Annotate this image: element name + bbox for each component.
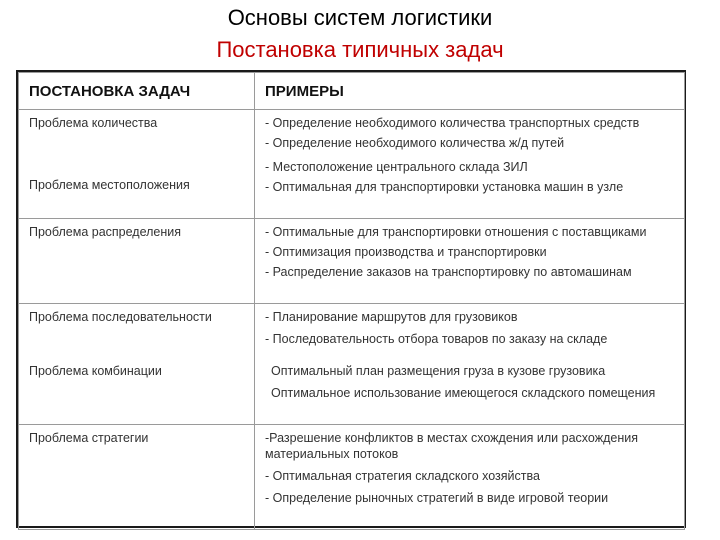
examples-cell xyxy=(255,425,685,530)
table-row xyxy=(19,304,685,425)
page-title: Основы систем логистики xyxy=(227,5,493,30)
example-item: - Оптимальная стратегия складского хозяйства xyxy=(265,469,540,483)
example-item: - Оптимальные для транспортировки отношения с поставщиками xyxy=(265,225,647,239)
table-row xyxy=(19,219,685,304)
column-header-problems: ПОСТАНОВКА ЗАДАЧ xyxy=(19,73,255,110)
problem-label: Проблема последовательности xyxy=(29,310,212,324)
table-row xyxy=(19,110,685,219)
examples-cell xyxy=(255,110,685,219)
example-item: - Оптимизация производства и транспортировки xyxy=(265,245,547,259)
column-header-examples: ПРИМЕРЫ xyxy=(255,73,685,110)
example-item: - Определение рыночных стратегий в виде игровой теории xyxy=(265,491,609,505)
example-item: - Оптимальная для транспортировки установка машин в узле xyxy=(265,180,624,194)
example-item: - Последовательность отбора товаров по заказу на складе xyxy=(265,332,608,346)
problems-cell xyxy=(19,219,255,304)
example-item: - Определение необходимого количества транспортных средств xyxy=(265,116,640,130)
problem-label: Проблема количества xyxy=(29,116,158,130)
example-item: - Определение необходимого количества ж/д путей xyxy=(265,136,565,150)
table-row xyxy=(19,425,685,530)
example-item: Оптимальное использование имеющегося складского помещения xyxy=(271,386,656,400)
example-item: - Местоположение центрального склада ЗИЛ xyxy=(265,160,528,174)
example-item: - Распределение заказов на транспортировку по автомашинам xyxy=(265,265,632,279)
example-item: - Планирование маршрутов для грузовиков xyxy=(265,310,518,324)
problems-cell xyxy=(19,425,255,530)
example-item: Оптимальный план размещения груза в кузове грузовика xyxy=(271,364,606,378)
example-item: -Разрешение конфликтов в местах схождения или расхождения материальных потоков xyxy=(265,431,638,461)
examples-cell xyxy=(255,219,685,304)
problems-cell xyxy=(19,304,255,425)
problems-cell xyxy=(19,110,255,219)
page-subtitle: Постановка типичных задач xyxy=(216,37,504,62)
problem-label: Проблема местоположения xyxy=(29,178,190,192)
examples-cell xyxy=(255,304,685,425)
tasks-table xyxy=(16,70,686,528)
table-header-row xyxy=(19,73,685,110)
problem-label: Проблема распределения xyxy=(29,225,182,239)
problem-label: Проблема комбинации xyxy=(29,364,162,378)
problem-label: Проблема стратегии xyxy=(29,431,149,445)
